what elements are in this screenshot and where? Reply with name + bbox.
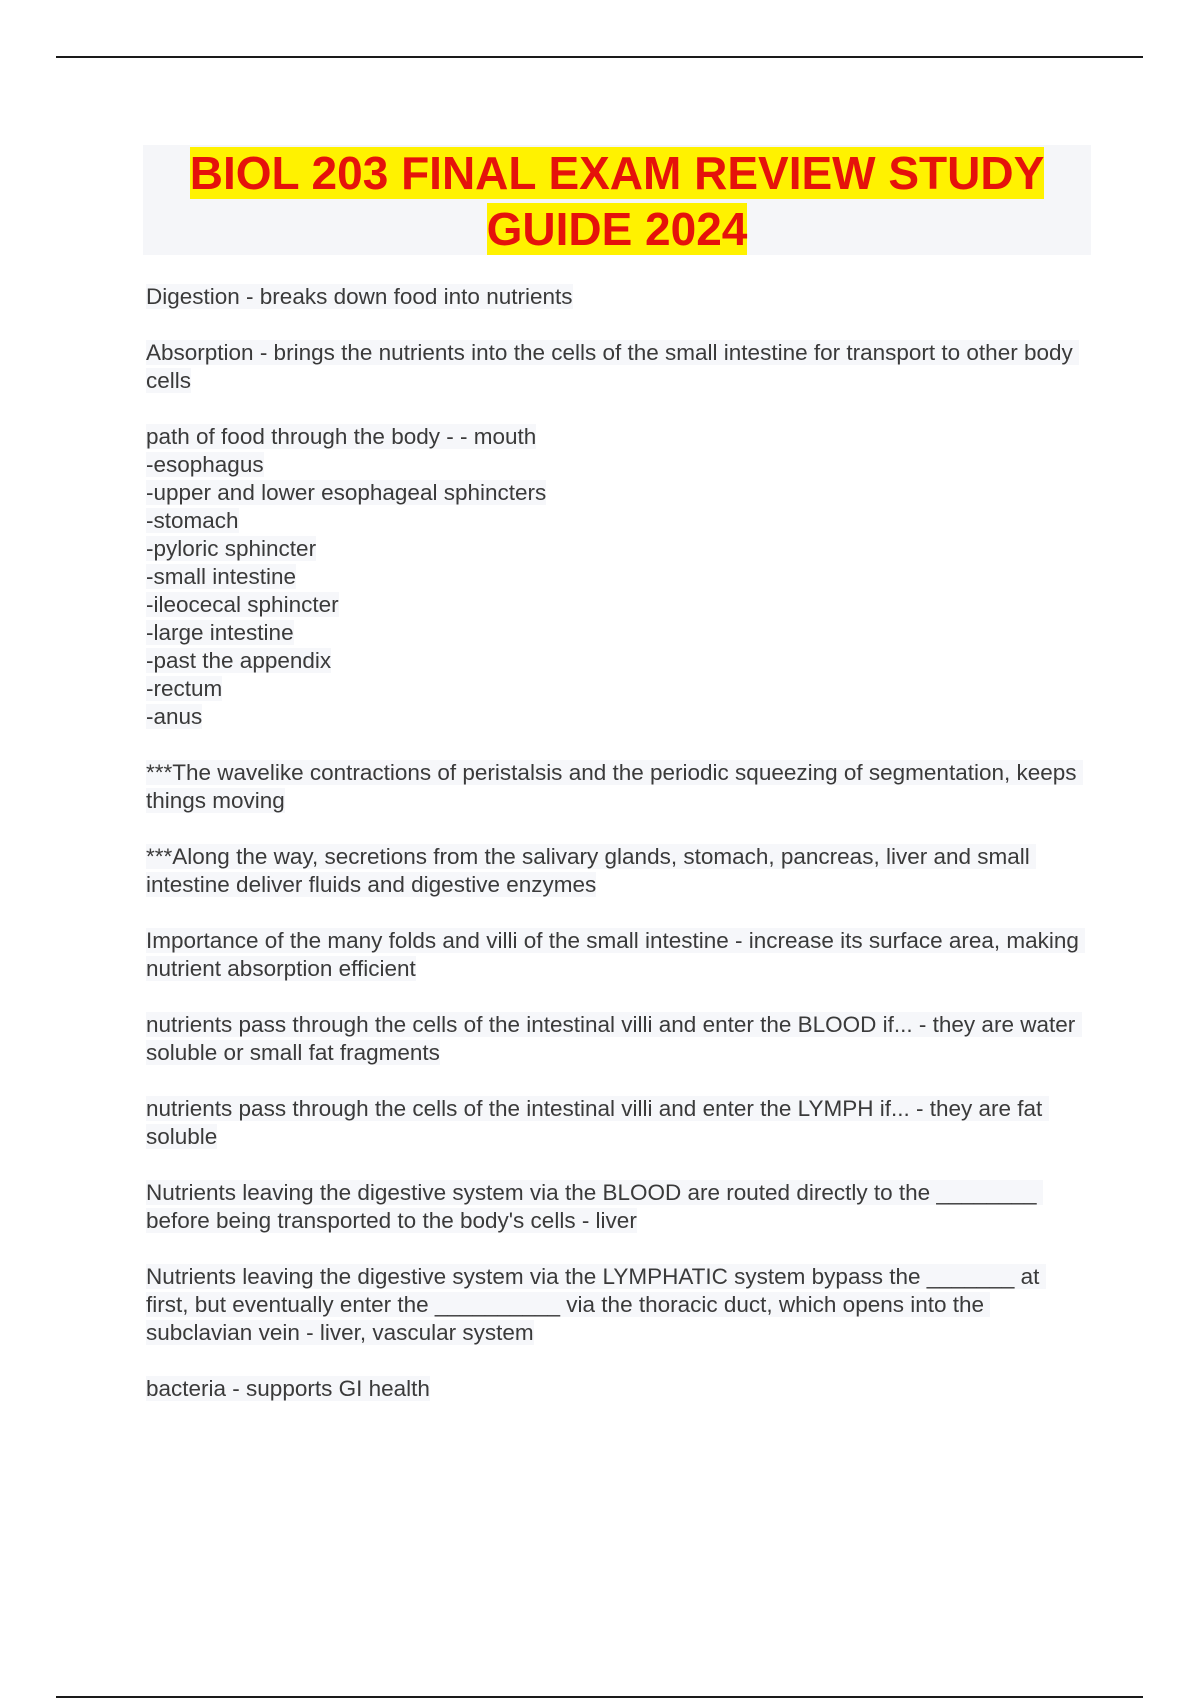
entry-text: ***Along the way, secretions from the salivary glands, stomach, pancreas, liver and small intestine deliver fluids and digestive enzymes: [146, 844, 1037, 897]
entry-digestion: [146, 283, 1086, 311]
entry-secretions: [146, 843, 1086, 899]
list-item: -upper and lower esophageal sphincters: [146, 480, 547, 505]
entry-peristalsis: [146, 759, 1086, 815]
document-title: BIOL 203 FINAL EXAM REVIEW STUDY GUIDE 2024: [189, 147, 1045, 255]
entry-text: ***The wavelike contractions of peristalsis and the periodic squeezing of segmentation, keeps things moving: [146, 760, 1083, 813]
top-rule: [56, 56, 1143, 58]
entry-lymph: [146, 1095, 1086, 1151]
list-item: -large intestine: [146, 620, 294, 645]
list-item: path of food through the body - - mouth: [146, 424, 537, 449]
entry-text: Nutrients leaving the digestive system via the BLOOD are routed directly to the ________ before being transported to the body's cells - liver: [146, 1180, 1043, 1233]
entry-blood: [146, 1011, 1086, 1067]
bottom-rule: [56, 1696, 1143, 1698]
list-item: -rectum: [146, 676, 223, 701]
list-item: -stomach: [146, 508, 239, 533]
document-body: [146, 283, 1086, 1431]
entry-text: nutrients pass through the cells of the intestinal villi and enter the BLOOD if... - they are water soluble or small fat fragments: [146, 1012, 1082, 1065]
entry-text: bacteria - supports GI health: [146, 1376, 430, 1401]
entry-bacteria: [146, 1375, 1086, 1403]
list-item: -anus: [146, 704, 203, 729]
entry-text: Absorption - brings the nutrients into the cells of the small intestine for transport to other body cells: [146, 340, 1080, 393]
list-item: -past the appendix: [146, 648, 332, 673]
entry-text: nutrients pass through the cells of the intestinal villi and enter the LYMPH if... - they are fat soluble: [146, 1096, 1049, 1149]
list-item: -esophagus: [146, 452, 264, 477]
entry-lymphatic-route: [146, 1263, 1086, 1347]
list-item: -pyloric sphincter: [146, 536, 317, 561]
entry-text: Nutrients leaving the digestive system via the LYMPHATIC system bypass the _______ at first, but eventually enter the __________ via the thoracic duct, which opens into the subclavian vein - liver, vascular system: [146, 1264, 1046, 1345]
list-item: -ileocecal sphincter: [146, 592, 339, 617]
path-of-food-list: [146, 423, 1086, 731]
entry-absorption: [146, 339, 1086, 395]
entry-text: Importance of the many folds and villi of the small intestine - increase its surface area, making nutrient absorption efficient: [146, 928, 1086, 981]
title-block: [143, 145, 1091, 255]
entry-blood-route: [146, 1179, 1086, 1235]
entry-folds-villi: [146, 927, 1086, 983]
list-item: -small intestine: [146, 564, 297, 589]
entry-text: Digestion - breaks down food into nutrients: [146, 284, 573, 309]
